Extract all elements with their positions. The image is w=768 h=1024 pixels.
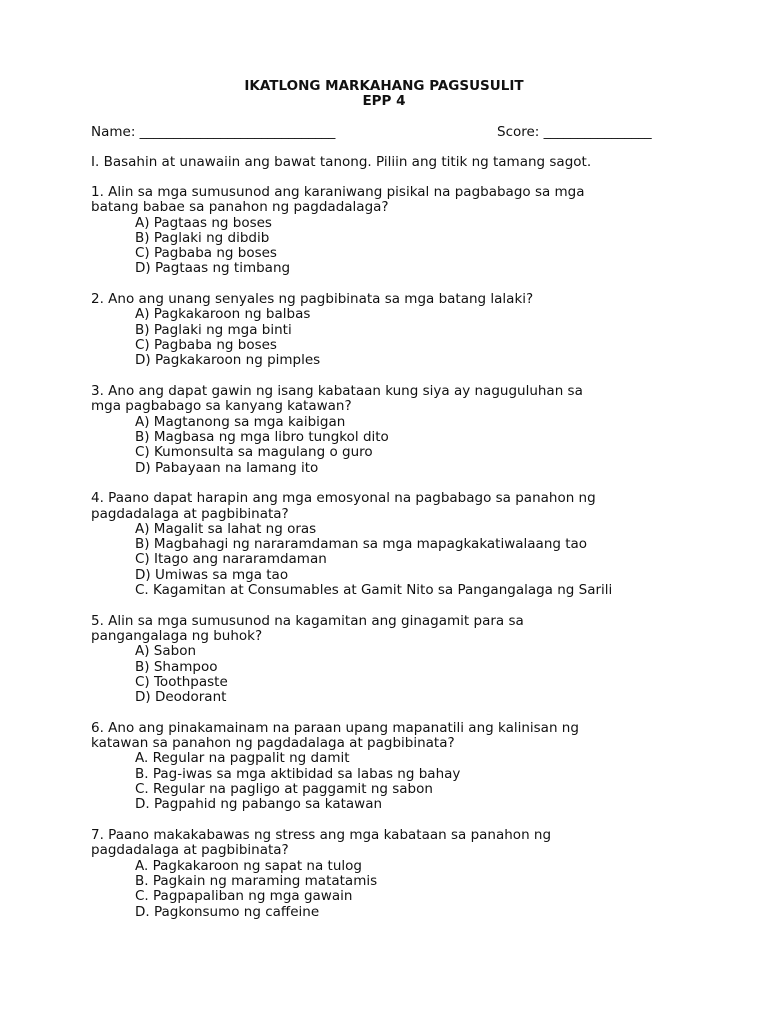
question-text: 7. Paano makakabawas ng stress ang mga kabataan sa panahon ng xyxy=(91,827,552,844)
answer-choice: B. Pag-iwas sa mga aktibidad sa labas ng bahay xyxy=(135,765,461,782)
answer-choice: D) Pagtaas ng timbang xyxy=(135,260,291,277)
question-text: 3. Ano ang dapat gawin ng isang kabataan kung siya ay naguguluhan sa xyxy=(91,383,583,400)
answer-choice: A) Pagtaas ng boses xyxy=(135,214,272,231)
answer-choice: A) Sabon xyxy=(135,643,197,660)
answer-choice: D. Pagpahid ng pabango sa katawan xyxy=(135,796,383,813)
question-item xyxy=(91,491,711,598)
question-text: mga pagbabago sa kanyang katawan? xyxy=(91,398,352,415)
answer-choice: B. Pagkain ng maraming matatamis xyxy=(135,872,378,889)
document-subtitle: EPP 4 xyxy=(362,93,406,109)
question-text: 2. Ano ang unang senyales ng pagbibinata sa mga batang lalaki? xyxy=(91,291,534,308)
question-text: pangangalaga ng buhok? xyxy=(91,627,263,644)
question-item xyxy=(91,292,711,368)
answer-choice: A) Magalit sa lahat ng oras xyxy=(135,520,317,537)
answer-choice: C) Kumonsulta sa magulang o guro xyxy=(135,444,373,461)
question-text: 4. Paano dapat harapin ang mga emosyonal na pagbabago sa panahon ng xyxy=(91,490,596,507)
answer-choice: A. Pagkakaroon ng sapat na tulog xyxy=(135,857,362,874)
question-item xyxy=(91,614,711,706)
answer-choice: A. Regular na pagpalit ng damit xyxy=(135,750,350,767)
question-text: 5. Alin sa mga sumusunod na kagamitan ang ginagamit para sa xyxy=(91,612,524,629)
answer-choice: D) Pabayaan na lamang ito xyxy=(135,459,319,476)
answer-choice: B) Paglaki ng dibdib xyxy=(135,229,270,246)
question-item xyxy=(91,384,711,476)
answer-choice: D) Umiwas sa mga tao xyxy=(135,566,289,583)
answer-choice: B) Shampoo xyxy=(135,658,218,675)
answer-choice: D. Pagkonsumo ng caffeine xyxy=(135,903,320,920)
question-text: katawan sa panahon ng pagdadalaga at pagbibinata? xyxy=(91,735,455,752)
question-item xyxy=(91,185,711,277)
answer-choice: C) Itago ang nararamdaman xyxy=(135,551,327,568)
answer-choice: D) Deodorant xyxy=(135,689,227,706)
question-list xyxy=(91,185,711,935)
answer-choice: C. Pagpapaliban ng mga gawain xyxy=(135,888,353,905)
question-text: pagdadalaga at pagbibinata? xyxy=(91,505,289,522)
answer-choice: C) Pagbaba ng boses xyxy=(135,245,277,262)
answer-choice: A) Pagkakaroon ng balbas xyxy=(135,306,311,323)
question-text: pagdadalaga at pagbibinata? xyxy=(91,842,289,859)
question-item xyxy=(91,828,711,920)
instruction-text: I. Basahin at unawaiin ang bawat tanong. Piliin ang titik ng tamang sagot. xyxy=(91,154,592,170)
score-field: Score: ________________ xyxy=(497,124,652,140)
answer-choice: C) Toothpaste xyxy=(135,673,228,690)
answer-choice: B) Magbasa ng mga libro tungkol dito xyxy=(135,428,389,445)
answer-choice: C. Kagamitan at Consumables at Gamit Nito sa Pangangalaga ng Sarili xyxy=(135,582,613,598)
answer-choice: B) Magbahagi ng nararamdaman sa mga mapagkakatiwalaang tao xyxy=(135,536,588,553)
answer-choice: D) Pagkakaroon ng pimples xyxy=(135,352,321,369)
name-field: Name: _____________________________ xyxy=(91,124,336,140)
answer-choice: B) Paglaki ng mga binti xyxy=(135,321,292,338)
answer-choice: C) Pagbaba ng boses xyxy=(135,337,277,354)
question-text: batang babae sa panahon ng pagdadalaga? xyxy=(91,199,389,216)
question-item xyxy=(91,721,711,813)
question-text: 6. Ano ang pinakamainam na paraan upang mapanatili ang kalinisan ng xyxy=(91,719,579,736)
question-text: 1. Alin sa mga sumusunod ang karaniwang pisikal na pagbabago sa mga xyxy=(91,184,585,200)
answer-choice: C. Regular na pagligo at paggamit ng sabon xyxy=(135,781,433,798)
answer-choice: A) Magtanong sa mga kaibigan xyxy=(135,413,346,430)
document-title: IKATLONG MARKAHANG PAGSUSULIT xyxy=(244,78,524,94)
